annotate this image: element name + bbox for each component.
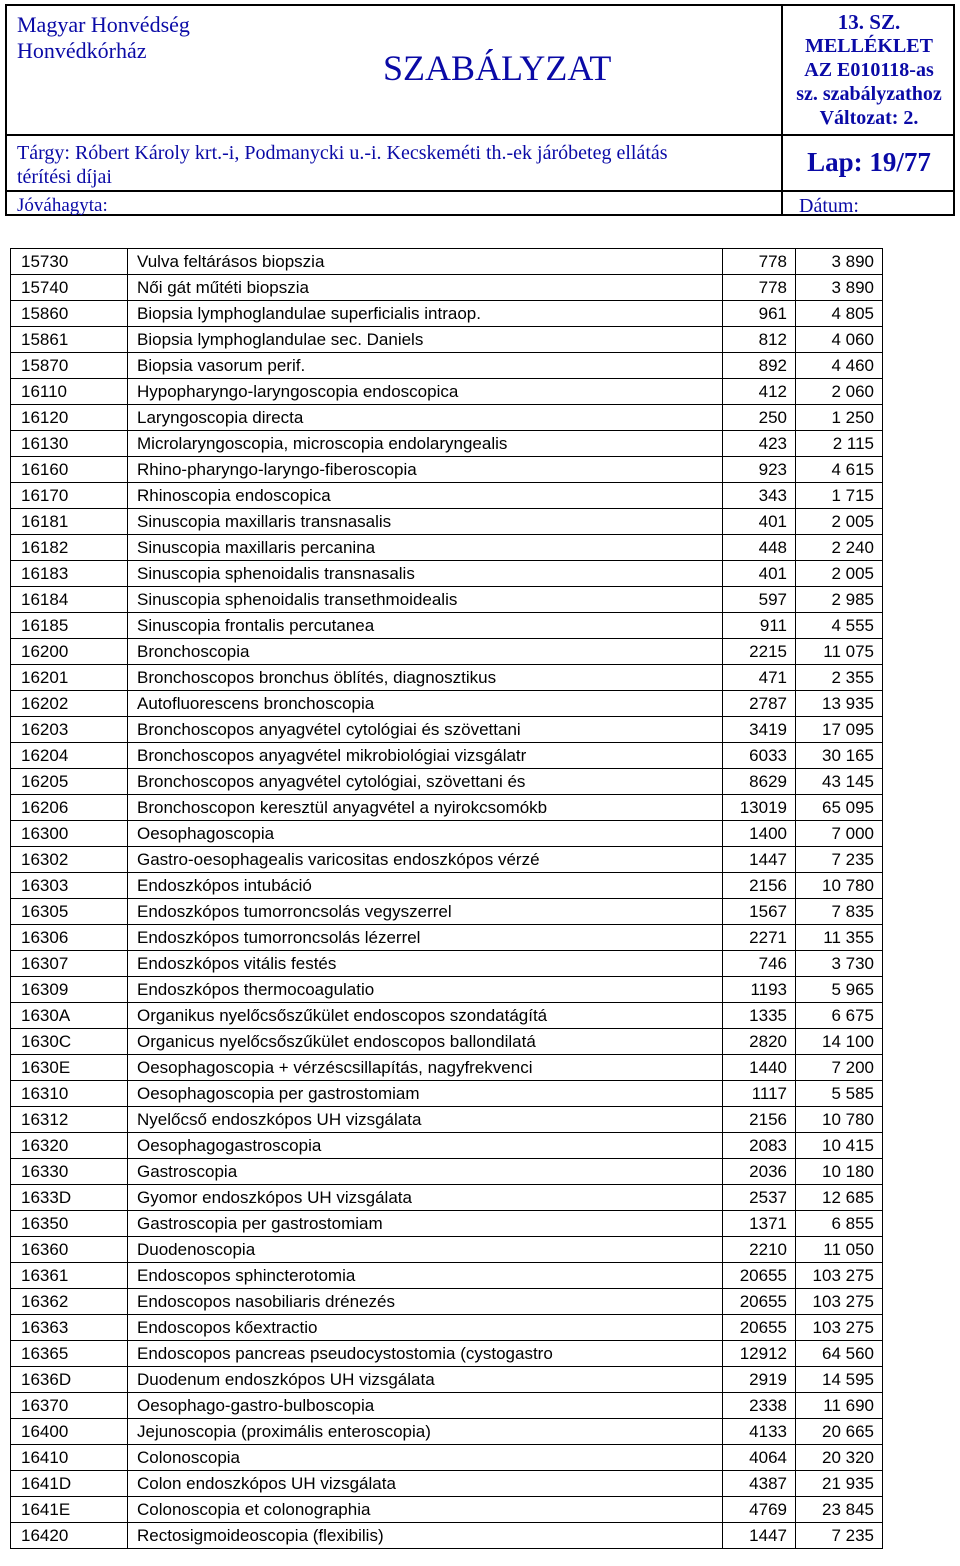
table-row bbox=[11, 717, 883, 743]
procedure-code: 1630A bbox=[11, 1003, 128, 1029]
procedure-code: 1633D bbox=[11, 1185, 128, 1211]
date-label: Dátum: bbox=[799, 195, 859, 217]
procedure-name: Microlaryngoscopia, microscopia endolaryngealis bbox=[128, 431, 723, 457]
procedure-name: Gyomor endoszkópos UH vizsgálata bbox=[128, 1185, 723, 1211]
procedure-code: 16307 bbox=[11, 951, 128, 977]
table-row bbox=[11, 977, 883, 1003]
procedure-name: Sinuscopia sphenoidalis transethmoidealis bbox=[128, 587, 723, 613]
procedure-name: Oesophagoscopia per gastrostomiam bbox=[128, 1081, 723, 1107]
table-row bbox=[11, 873, 883, 899]
fee-amount: 13 935 bbox=[796, 691, 883, 717]
procedure-code: 16206 bbox=[11, 795, 128, 821]
procedure-code: 16181 bbox=[11, 509, 128, 535]
table-row bbox=[11, 1159, 883, 1185]
point-value: 1447 bbox=[723, 847, 796, 873]
point-value: 911 bbox=[723, 613, 796, 639]
fee-amount: 7 000 bbox=[796, 821, 883, 847]
procedure-name: Oesophagogastroscopia bbox=[128, 1133, 723, 1159]
procedure-code: 16420 bbox=[11, 1523, 128, 1549]
point-value: 4387 bbox=[723, 1471, 796, 1497]
table-row bbox=[11, 249, 883, 275]
table-row bbox=[11, 457, 883, 483]
table-row bbox=[11, 1185, 883, 1211]
page-number: Lap: 19/77 bbox=[781, 134, 955, 190]
table-row bbox=[11, 509, 883, 535]
table-row bbox=[11, 1393, 883, 1419]
procedure-code: 16170 bbox=[11, 483, 128, 509]
fee-amount: 3 890 bbox=[796, 275, 883, 301]
procedure-name: Bronchoscopia bbox=[128, 639, 723, 665]
fee-amount: 2 005 bbox=[796, 509, 883, 535]
fee-amount: 2 060 bbox=[796, 379, 883, 405]
table-row bbox=[11, 613, 883, 639]
point-value: 6033 bbox=[723, 743, 796, 769]
procedure-code: 16205 bbox=[11, 769, 128, 795]
procedure-code: 16302 bbox=[11, 847, 128, 873]
table-row bbox=[11, 379, 883, 405]
procedure-name: Gastroscopia per gastrostomiam bbox=[128, 1211, 723, 1237]
procedure-name: Endoszkópos thermocoagulatio bbox=[128, 977, 723, 1003]
fee-amount: 5 965 bbox=[796, 977, 883, 1003]
procedure-name: Rhino-pharyngo-laryngo-fiberoscopia bbox=[128, 457, 723, 483]
fee-amount: 6 675 bbox=[796, 1003, 883, 1029]
fee-amount: 7 200 bbox=[796, 1055, 883, 1081]
organization-line-2: Honvédkórház bbox=[17, 38, 147, 63]
table-row bbox=[11, 795, 883, 821]
procedure-code: 16203 bbox=[11, 717, 128, 743]
organization-name bbox=[17, 12, 190, 64]
table-row bbox=[11, 639, 883, 665]
procedure-name: Vulva feltárásos biopszia bbox=[128, 249, 723, 275]
point-value: 448 bbox=[723, 535, 796, 561]
procedure-code: 16201 bbox=[11, 665, 128, 691]
fee-amount: 3 890 bbox=[796, 249, 883, 275]
point-value: 2787 bbox=[723, 691, 796, 717]
procedure-code: 1630E bbox=[11, 1055, 128, 1081]
procedure-name: Sinuscopia maxillaris transnasalis bbox=[128, 509, 723, 535]
procedure-code: 16400 bbox=[11, 1419, 128, 1445]
procedure-name: Bronchoscopos anyagvétel cytológiai és szövettani bbox=[128, 717, 723, 743]
fee-amount: 5 585 bbox=[796, 1081, 883, 1107]
procedure-name: Duodenoscopia bbox=[128, 1237, 723, 1263]
table-row bbox=[11, 1055, 883, 1081]
table-row bbox=[11, 405, 883, 431]
table-row bbox=[11, 327, 883, 353]
table-row bbox=[11, 1289, 883, 1315]
fee-table-body bbox=[11, 249, 883, 1549]
table-row bbox=[11, 1419, 883, 1445]
procedure-code: 16305 bbox=[11, 899, 128, 925]
fee-amount: 64 560 bbox=[796, 1341, 883, 1367]
procedure-name: Bronchoscopos bronchus öblítés, diagnosztikus bbox=[128, 665, 723, 691]
point-value: 412 bbox=[723, 379, 796, 405]
point-value: 2271 bbox=[723, 925, 796, 951]
point-value: 343 bbox=[723, 483, 796, 509]
point-value: 423 bbox=[723, 431, 796, 457]
point-value: 923 bbox=[723, 457, 796, 483]
fee-amount: 20 320 bbox=[796, 1445, 883, 1471]
procedure-code: 16362 bbox=[11, 1289, 128, 1315]
fee-amount: 23 845 bbox=[796, 1497, 883, 1523]
table-row bbox=[11, 899, 883, 925]
fee-amount: 3 730 bbox=[796, 951, 883, 977]
procedure-name: Biopsia vasorum perif. bbox=[128, 353, 723, 379]
table-row bbox=[11, 1107, 883, 1133]
point-value: 961 bbox=[723, 301, 796, 327]
fee-amount: 2 240 bbox=[796, 535, 883, 561]
point-value: 1117 bbox=[723, 1081, 796, 1107]
procedure-name: Endoszkópos vitális festés bbox=[128, 951, 723, 977]
table-row bbox=[11, 1133, 883, 1159]
table-row bbox=[11, 353, 883, 379]
procedure-code: 16120 bbox=[11, 405, 128, 431]
procedure-name: Bronchoscopon keresztül anyagvétel a nyirokcsomókb bbox=[128, 795, 723, 821]
procedure-code: 16110 bbox=[11, 379, 128, 405]
procedure-name: Bronchoscopos anyagvétel cytológiai, szövettani és bbox=[128, 769, 723, 795]
subject-line-2: térítési díjai bbox=[17, 166, 112, 188]
procedure-name: Oesophago-gastro-bulboscopia bbox=[128, 1393, 723, 1419]
fee-amount: 2 115 bbox=[796, 431, 883, 457]
procedure-name: Női gát műtéti biopszia bbox=[128, 275, 723, 301]
fee-amount: 1 250 bbox=[796, 405, 883, 431]
procedure-name: Endoscopos nasobiliaris drénezés bbox=[128, 1289, 723, 1315]
procedure-name: Endoscopos pancreas pseudocystostomia (cystogastro bbox=[128, 1341, 723, 1367]
fee-amount: 11 050 bbox=[796, 1237, 883, 1263]
subject-line-1: Tárgy: Róbert Károly krt.-i, Podmanycki u.-i. Kecskeméti th.-ek járóbeteg ellátás bbox=[17, 142, 668, 164]
procedure-code: 16370 bbox=[11, 1393, 128, 1419]
procedure-name: Bronchoscopos anyagvétel mikrobiológiai vizsgálatr bbox=[128, 743, 723, 769]
fee-amount: 2 355 bbox=[796, 665, 883, 691]
point-value: 12912 bbox=[723, 1341, 796, 1367]
point-value: 20655 bbox=[723, 1289, 796, 1315]
procedure-code: 15870 bbox=[11, 353, 128, 379]
fee-amount: 6 855 bbox=[796, 1211, 883, 1237]
point-value: 1371 bbox=[723, 1211, 796, 1237]
procedure-name: Nyelőcső endoszkópos UH vizsgálata bbox=[128, 1107, 723, 1133]
procedure-code: 1630C bbox=[11, 1029, 128, 1055]
point-value: 20655 bbox=[723, 1263, 796, 1289]
procedure-name: Oesophagoscopia bbox=[128, 821, 723, 847]
point-value: 778 bbox=[723, 249, 796, 275]
fee-amount: 10 415 bbox=[796, 1133, 883, 1159]
fee-amount: 12 685 bbox=[796, 1185, 883, 1211]
procedure-name: Jejunoscopia (proximális enteroscopia) bbox=[128, 1419, 723, 1445]
procedure-name: Laryngoscopia directa bbox=[128, 405, 723, 431]
procedure-name: Autofluorescens bronchoscopia bbox=[128, 691, 723, 717]
table-row bbox=[11, 847, 883, 873]
point-value: 2036 bbox=[723, 1159, 796, 1185]
procedure-code: 16182 bbox=[11, 535, 128, 561]
procedure-code: 16160 bbox=[11, 457, 128, 483]
procedure-code: 16330 bbox=[11, 1159, 128, 1185]
procedure-code: 16410 bbox=[11, 1445, 128, 1471]
procedure-code: 16204 bbox=[11, 743, 128, 769]
procedure-name: Gastro-oesophagealis varicositas endoszkópos vérzé bbox=[128, 847, 723, 873]
point-value: 1400 bbox=[723, 821, 796, 847]
procedure-name: Organikus nyelőcsőszűkület endoscopos szondatágítá bbox=[128, 1003, 723, 1029]
version-label: Változat: 2. bbox=[819, 107, 919, 129]
fee-amount: 14 595 bbox=[796, 1367, 883, 1393]
table-row bbox=[11, 1263, 883, 1289]
procedure-code: 16365 bbox=[11, 1341, 128, 1367]
fee-amount: 20 665 bbox=[796, 1419, 883, 1445]
procedure-name: Sinuscopia maxillaris percanina bbox=[128, 535, 723, 561]
annex-info bbox=[781, 6, 955, 134]
procedure-code: 16202 bbox=[11, 691, 128, 717]
table-row bbox=[11, 483, 883, 509]
table-row bbox=[11, 1315, 883, 1341]
fee-amount: 30 165 bbox=[796, 743, 883, 769]
procedure-name: Organicus nyelőcsőszűkület endoscopos ballondilatá bbox=[128, 1029, 723, 1055]
procedure-name: Duodenum endoszkópos UH vizsgálata bbox=[128, 1367, 723, 1393]
table-row bbox=[11, 1471, 883, 1497]
table-row bbox=[11, 1523, 883, 1549]
procedure-code: 16360 bbox=[11, 1237, 128, 1263]
fee-amount: 103 275 bbox=[796, 1315, 883, 1341]
point-value: 2338 bbox=[723, 1393, 796, 1419]
procedure-name: Rhinoscopia endoscopica bbox=[128, 483, 723, 509]
approved-by-label: Jóváhagyta: bbox=[17, 195, 108, 216]
procedure-name: Endoscopos sphincterotomia bbox=[128, 1263, 723, 1289]
annex-label: MELLÉKLET bbox=[805, 35, 933, 57]
point-value: 2215 bbox=[723, 639, 796, 665]
table-row bbox=[11, 1237, 883, 1263]
procedure-name: Gastroscopia bbox=[128, 1159, 723, 1185]
table-row bbox=[11, 301, 883, 327]
point-value: 892 bbox=[723, 353, 796, 379]
procedure-name: Biopsia lymphoglandulae superficialis intraop. bbox=[128, 301, 723, 327]
procedure-name: Endoszkópos intubáció bbox=[128, 873, 723, 899]
table-row bbox=[11, 1445, 883, 1471]
point-value: 2919 bbox=[723, 1367, 796, 1393]
table-row bbox=[11, 535, 883, 561]
procedure-code: 16306 bbox=[11, 925, 128, 951]
point-value: 471 bbox=[723, 665, 796, 691]
fee-amount: 10 780 bbox=[796, 873, 883, 899]
table-row bbox=[11, 587, 883, 613]
point-value: 2083 bbox=[723, 1133, 796, 1159]
point-value: 4064 bbox=[723, 1445, 796, 1471]
procedure-name: Sinuscopia frontalis percutanea bbox=[128, 613, 723, 639]
table-row bbox=[11, 691, 883, 717]
point-value: 778 bbox=[723, 275, 796, 301]
procedure-code: 15740 bbox=[11, 275, 128, 301]
organization-line-1: Magyar Honvédség bbox=[17, 12, 190, 37]
procedure-name: Endoszkópos tumorroncsolás vegyszerrel bbox=[128, 899, 723, 925]
fee-amount: 1 715 bbox=[796, 483, 883, 509]
procedure-name: Colon endoszkópos UH vizsgálata bbox=[128, 1471, 723, 1497]
fee-amount: 4 805 bbox=[796, 301, 883, 327]
fee-amount: 2 985 bbox=[796, 587, 883, 613]
point-value: 4133 bbox=[723, 1419, 796, 1445]
point-value: 2537 bbox=[723, 1185, 796, 1211]
annex-number: 13. SZ. bbox=[837, 10, 901, 34]
table-row bbox=[11, 1367, 883, 1393]
fee-amount: 2 005 bbox=[796, 561, 883, 587]
procedure-name: Sinuscopia sphenoidalis transnasalis bbox=[128, 561, 723, 587]
point-value: 1440 bbox=[723, 1055, 796, 1081]
procedure-code: 16312 bbox=[11, 1107, 128, 1133]
procedure-code: 16320 bbox=[11, 1133, 128, 1159]
fee-amount: 10 780 bbox=[796, 1107, 883, 1133]
procedure-code: 16200 bbox=[11, 639, 128, 665]
fee-amount: 21 935 bbox=[796, 1471, 883, 1497]
table-row bbox=[11, 665, 883, 691]
document-header bbox=[5, 4, 955, 216]
table-row bbox=[11, 769, 883, 795]
fee-amount: 11 355 bbox=[796, 925, 883, 951]
procedure-name: Hypopharyngo-laryngoscopia endoscopica bbox=[128, 379, 723, 405]
point-value: 812 bbox=[723, 327, 796, 353]
fee-amount: 43 145 bbox=[796, 769, 883, 795]
fee-table bbox=[10, 248, 883, 1549]
fee-amount: 103 275 bbox=[796, 1289, 883, 1315]
table-row bbox=[11, 1003, 883, 1029]
subject-text bbox=[17, 141, 717, 189]
point-value: 2210 bbox=[723, 1237, 796, 1263]
point-value: 8629 bbox=[723, 769, 796, 795]
table-row bbox=[11, 1497, 883, 1523]
annex-regulation-id: AZ E010118-as bbox=[804, 59, 934, 81]
point-value: 2820 bbox=[723, 1029, 796, 1055]
document-title: SZABÁLYZAT bbox=[383, 48, 612, 88]
procedure-code: 1636D bbox=[11, 1367, 128, 1393]
fee-amount: 7 835 bbox=[796, 899, 883, 925]
table-row bbox=[11, 925, 883, 951]
procedure-name: Rectosigmoideoscopia (flexibilis) bbox=[128, 1523, 723, 1549]
table-row bbox=[11, 1211, 883, 1237]
procedure-name: Biopsia lymphoglandulae sec. Daniels bbox=[128, 327, 723, 353]
fee-amount: 4 060 bbox=[796, 327, 883, 353]
point-value: 597 bbox=[723, 587, 796, 613]
fee-amount: 4 615 bbox=[796, 457, 883, 483]
procedure-code: 16130 bbox=[11, 431, 128, 457]
point-value: 1447 bbox=[723, 1523, 796, 1549]
procedure-code: 16309 bbox=[11, 977, 128, 1003]
point-value: 2156 bbox=[723, 873, 796, 899]
procedure-name: Oesophagoscopia + vérzéscsillapítás, nagyfrekvenci bbox=[128, 1055, 723, 1081]
fee-amount: 7 235 bbox=[796, 1523, 883, 1549]
point-value: 401 bbox=[723, 509, 796, 535]
procedure-code: 16184 bbox=[11, 587, 128, 613]
fee-amount: 4 555 bbox=[796, 613, 883, 639]
fee-amount: 14 100 bbox=[796, 1029, 883, 1055]
fee-amount: 7 235 bbox=[796, 847, 883, 873]
procedure-code: 16350 bbox=[11, 1211, 128, 1237]
fee-amount: 4 460 bbox=[796, 353, 883, 379]
procedure-code: 16185 bbox=[11, 613, 128, 639]
procedure-name: Endoszkópos tumorroncsolás lézerrel bbox=[128, 925, 723, 951]
procedure-code: 16300 bbox=[11, 821, 128, 847]
procedure-code: 15860 bbox=[11, 301, 128, 327]
point-value: 2156 bbox=[723, 1107, 796, 1133]
point-value: 1567 bbox=[723, 899, 796, 925]
point-value: 20655 bbox=[723, 1315, 796, 1341]
annex-regulation-suffix: sz. szabályzathoz bbox=[796, 83, 942, 105]
procedure-code: 16303 bbox=[11, 873, 128, 899]
table-row bbox=[11, 275, 883, 301]
point-value: 250 bbox=[723, 405, 796, 431]
point-value: 746 bbox=[723, 951, 796, 977]
point-value: 13019 bbox=[723, 795, 796, 821]
table-row bbox=[11, 431, 883, 457]
table-row bbox=[11, 951, 883, 977]
procedure-code: 16363 bbox=[11, 1315, 128, 1341]
table-row bbox=[11, 821, 883, 847]
table-row bbox=[11, 561, 883, 587]
procedure-code: 1641D bbox=[11, 1471, 128, 1497]
point-value: 1335 bbox=[723, 1003, 796, 1029]
procedure-code: 16183 bbox=[11, 561, 128, 587]
table-row bbox=[11, 1029, 883, 1055]
procedure-code: 1641E bbox=[11, 1497, 128, 1523]
procedure-name: Colonoscopia bbox=[128, 1445, 723, 1471]
fee-amount: 103 275 bbox=[796, 1263, 883, 1289]
procedure-code: 15730 bbox=[11, 249, 128, 275]
table-row bbox=[11, 1081, 883, 1107]
table-row bbox=[11, 743, 883, 769]
procedure-code: 16361 bbox=[11, 1263, 128, 1289]
procedure-code: 16310 bbox=[11, 1081, 128, 1107]
fee-amount: 11 690 bbox=[796, 1393, 883, 1419]
fee-amount: 65 095 bbox=[796, 795, 883, 821]
table-row bbox=[11, 1341, 883, 1367]
procedure-name: Endoscopos kőextractio bbox=[128, 1315, 723, 1341]
fee-amount: 11 075 bbox=[796, 639, 883, 665]
point-value: 4769 bbox=[723, 1497, 796, 1523]
fee-amount: 10 180 bbox=[796, 1159, 883, 1185]
point-value: 1193 bbox=[723, 977, 796, 1003]
procedure-name: Colonoscopia et colonographia bbox=[128, 1497, 723, 1523]
procedure-code: 15861 bbox=[11, 327, 128, 353]
point-value: 401 bbox=[723, 561, 796, 587]
fee-amount: 17 095 bbox=[796, 717, 883, 743]
point-value: 3419 bbox=[723, 717, 796, 743]
